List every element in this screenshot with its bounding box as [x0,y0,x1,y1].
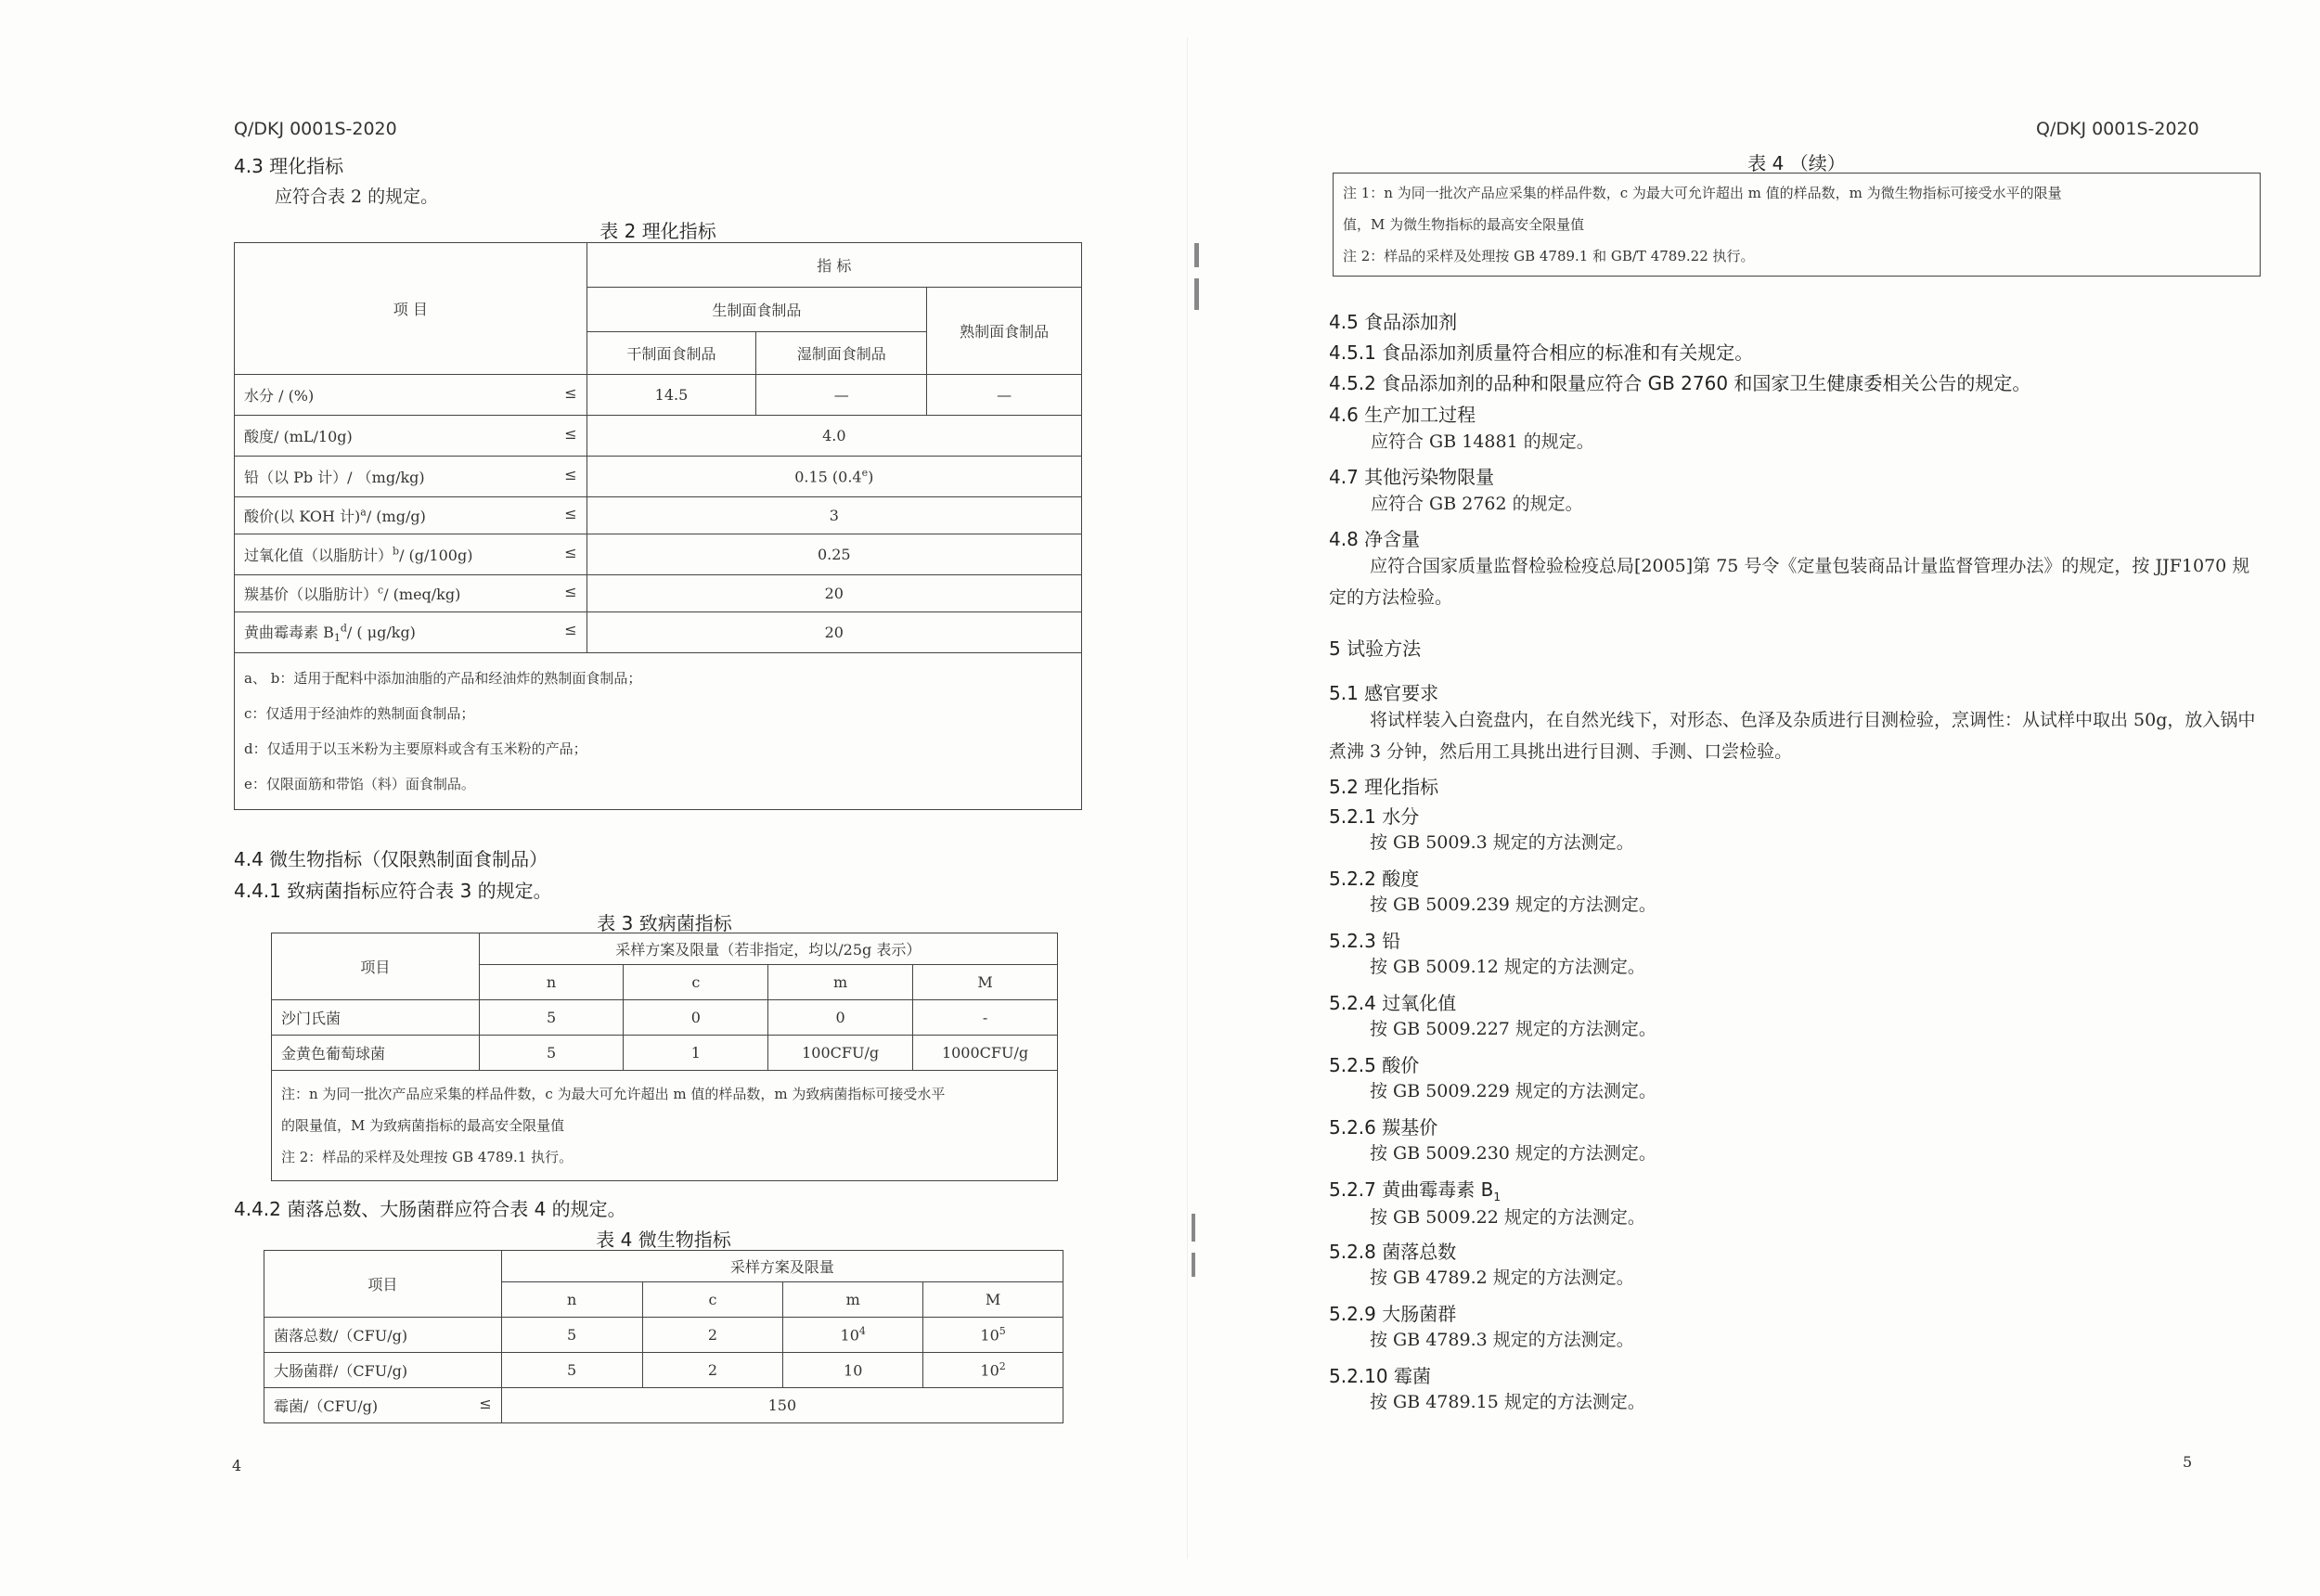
value-cell: 150 [501,1388,1063,1423]
value-cell: 5 [501,1318,642,1353]
value-cell: 4.0 [586,416,1081,457]
le-symbol: ≤ [564,620,577,638]
col-c-header: c [642,1282,783,1318]
method-item [1329,1113,2257,1175]
method-item [1329,864,2257,926]
table-2-wet-header: 湿制面食制品 [756,332,927,375]
table-note: d：仅适用于以玉米粉为主要原料或含有玉米粉的产品； [244,740,587,757]
method-title: 5.2.1 水分 [1329,805,1420,828]
table-2-caption: 表 2 理化指标 [599,220,716,242]
method-text: 按 GB 5009.230 规定的方法测定。 [1370,1143,1656,1164]
le-symbol: ≤ [479,1395,492,1412]
method-title: 5.2.3 铅 [1329,930,1401,952]
le-symbol: ≤ [564,466,577,483]
section-4-7-text: 应符合 GB 2762 的规定。 [1371,494,1583,514]
table-note: 注：n 为同一批次产品应采集的样品件数，c 为最大可允许超出 m 值的样品数，m 为致病菌指标可接受水平 [281,1086,946,1102]
table-4-continued [1333,173,2261,277]
table-note: 注 2：样品的采样及处理按 GB 4789.1 和 GB/T 4789.22 执行。 [1343,248,1755,264]
method-item [1329,1050,2257,1113]
table-2-dry-header: 干制面食制品 [586,332,756,375]
method-text: 按 GB 5009.239 规定的方法测定。 [1370,895,1656,915]
section-4-7-title: 4.7 其他污染物限量 [1329,466,1495,488]
method-item [1329,988,2257,1050]
table-note: 值，M 为微生物指标的最高安全限量值 [1343,216,1585,233]
section-4-5-1-text: 4.5.1 食品添加剂质量符合相应的标准和有关规定。 [1329,341,1754,364]
method-list [1329,802,2257,1423]
value-cell: 2 [642,1318,783,1353]
method-title: 5.2.9 大肠菌群 [1329,1303,1457,1325]
le-symbol: ≤ [564,505,577,522]
section-4-6-text: 应符合 GB 14881 的规定。 [1371,431,1594,452]
table-4-notes-row [1334,174,2261,277]
le-symbol: ≤ [564,583,577,600]
standard-code-header: Q/DKJ 0001S-2020 [2036,119,2199,139]
table-row [235,497,1082,534]
value-cell: 20 [586,612,1081,653]
col-n-header: n [501,1282,642,1318]
table-2-notes-row [235,653,1082,810]
value-cell: 10 [783,1353,923,1388]
method-text: 按 GB 4789.2 规定的方法测定。 [1370,1268,1634,1288]
section-5-2-title: 5.2 理化指标 [1329,776,1439,798]
table-2-raw-header: 生制面食制品 [586,288,927,332]
table-2-item-header: 项 目 [235,243,587,375]
value-cell: 0.25 [586,534,1081,575]
table-3-item-header: 项目 [272,933,480,1000]
section-4-3-text: 应符合表 2 的规定。 [275,187,439,207]
table-4-continued-caption: 表 4 （续） [1747,152,1846,174]
col-M-header: M [913,965,1058,1000]
method-text: 按 GB 5009.229 规定的方法测定。 [1370,1081,1656,1101]
table-row [235,375,1082,416]
table-note: 的限量值，M 为致病菌指标的最高安全限量值 [281,1117,565,1134]
method-title: 5.2.2 酸度 [1329,868,1420,890]
table-2-cooked-header: 熟制面食制品 [927,288,1082,375]
row-label: 大肠菌群/（CFU/g) [264,1353,502,1388]
section-5-1-text: 将试样装入白瓷盘内，在自然光线下，对形态、色泽及杂质进行目测检验，烹调性：从试样中取出 50g，放入锅中煮沸 3 分钟，然后用工具挑出进行目测、手测、口尝检验。 [1329,710,2256,762]
table-4-microbial [264,1250,1063,1423]
method-item [1329,1361,2257,1423]
section-4-4-2-text: 4.4.2 菌落总数、大肠菌群应符合表 4 的规定。 [234,1198,626,1220]
method-item [1329,1175,2257,1237]
value-cell: $10^5$ [923,1318,1063,1353]
table-row [264,1318,1063,1353]
row-label: 羰基价（以脂肪计）$^c$/ (meq/kg) [244,584,461,603]
section-4-8-title: 4.8 净含量 [1329,528,1421,550]
value-cell: 0 [768,1000,913,1036]
table-note: 注 2：样品的采样及处理按 GB 4789.1 执行。 [281,1149,574,1165]
row-label: 菌落总数/（CFU/g) [264,1318,502,1353]
table-3-caption: 表 3 致病菌指标 [597,912,732,934]
section-4-6-title: 4.6 生产加工过程 [1329,404,1476,426]
table-row [272,1036,1058,1071]
col-m-header: m [768,965,913,1000]
method-text: 按 GB 4789.3 规定的方法测定。 [1370,1330,1634,1350]
method-text: 按 GB 5009.12 规定的方法测定。 [1370,957,1645,977]
method-text: 按 GB 5009.227 规定的方法测定。 [1370,1019,1656,1039]
table-row [235,534,1082,575]
value-cell: $10^4$ [783,1318,923,1353]
table-4-plan-header: 采样方案及限量 [501,1251,1063,1282]
le-symbol: ≤ [564,384,577,402]
table-note: 注 1：n 为同一批次产品应采集的样品件数，c 为最大可允许超出 m 值的样品数，m 为微生物指标可接受水平的限量 [1343,185,2062,201]
le-symbol: ≤ [564,425,577,443]
row-label: 铅（以 Pb 计）/ （mg/kg) [244,469,425,486]
value-cell: 0.15 (0.4e) [586,457,1081,497]
value-cell: 5 [479,1000,624,1036]
value-cell: 5 [501,1353,642,1388]
table-row [264,1353,1063,1388]
right-page [1188,0,2320,1596]
section-5-title: 5 试验方法 [1329,637,1422,660]
row-label: 水分 / (%) [244,387,315,405]
col-c-header: c [624,965,768,1000]
page-number: 4 [232,1457,242,1474]
table-row [272,1000,1058,1036]
method-title: 5.2.6 羰基价 [1329,1116,1438,1139]
method-title: 5.2.4 过氧化值 [1329,992,1457,1014]
method-item [1329,1237,2257,1299]
page-number: 5 [2183,1453,2193,1471]
value-cell: 100CFU/g [768,1036,913,1071]
row-label: 沙门氏菌 [272,1000,480,1036]
table-4-caption: 表 4 微生物指标 [596,1229,731,1251]
table-note: c：仅适用于经油炸的熟制面食制品； [244,705,475,722]
table-row [235,457,1082,497]
table-4-item-header: 项目 [264,1251,502,1318]
value-cell: 1000CFU/g [913,1036,1058,1071]
method-text: 按 GB 5009.3 规定的方法测定。 [1370,832,1634,853]
standard-code-header: Q/DKJ 0001S-2020 [234,119,397,139]
table-3-notes-row [272,1071,1058,1181]
method-item [1329,1299,2257,1361]
value-cell: — [756,375,927,416]
value-cell: $10^2$ [923,1353,1063,1388]
col-m-header: m [783,1282,923,1318]
row-label: 过氧化值（以脂肪计）$^b$/ (g/100g) [244,545,473,564]
row-label: 酸价(以 KOH 计)$^a$/ (mg/g) [244,506,426,525]
value-cell: 5 [479,1036,624,1071]
row-label: 霉菌/（CFU/g) [274,1397,379,1415]
table-3-pathogens [271,933,1058,1181]
section-4-3-title: 4.3 理化指标 [234,155,344,177]
value-cell: 20 [586,575,1081,612]
value-cell: — [927,375,1082,416]
table-note: e：仅限面筋和带馅（料）面食制品。 [244,776,475,792]
table-row [235,416,1082,457]
le-symbol: ≤ [564,544,577,561]
col-n-header: n [479,965,624,1000]
section-4-5-2-text: 4.5.2 食品添加剂的品种和限量应符合 GB 2760 和国家卫生健康委相关公告的规定。 [1329,372,2031,394]
section-4-8-text: 应符合国家质量监督检验检疫总局[2005]第 75 号令《定量包装商品计量监督管理办法》的规定，按 JJF1070 规定的方法检验。 [1329,556,2250,608]
table-2-physchem [234,242,1082,810]
method-text: 按 GB 5009.22 规定的方法测定。 [1370,1207,1645,1228]
table-row [235,612,1082,653]
value-cell: 1 [624,1036,768,1071]
method-title: 5.2.10 霉菌 [1329,1365,1431,1387]
row-label: 酸度/ (mL/10g) [244,428,353,445]
method-text: 按 GB 4789.15 规定的方法测定。 [1370,1392,1645,1412]
section-4-4-title: 4.4 微生物指标（仅限熟制面食制品） [234,848,548,870]
section-4-4-1-text: 4.4.1 致病菌指标应符合表 3 的规定。 [234,880,552,902]
table-row [235,575,1082,612]
value-cell: 14.5 [586,375,756,416]
table-row [264,1388,1063,1423]
value-cell: - [913,1000,1058,1036]
value-cell: 0 [624,1000,768,1036]
value-cell: 2 [642,1353,783,1388]
table-3-plan-header: 采样方案及限量（若非指定，均以/25g 表示） [479,933,1057,965]
table-2-indicator-header: 指 标 [586,243,1081,288]
table-note: a、 b：适用于配料中添加油脂的产品和经油炸的熟制面食制品； [244,670,642,687]
method-item [1329,926,2257,988]
method-title: 5.2.8 菌落总数 [1329,1241,1457,1263]
row-label: 黄曲霉毒素 $B_1^d/$ ( μg/kg) [244,622,416,645]
row-label: 金黄色葡萄球菌 [272,1036,480,1071]
value-cell: 3 [586,497,1081,534]
section-5-1-title: 5.1 感官要求 [1329,682,1439,704]
method-title: 5.2.7 黄曲霉毒素 $B_1$ [1329,1178,1501,1203]
section-4-5-title: 4.5 食品添加剂 [1329,311,1458,333]
method-title: 5.2.5 酸价 [1329,1054,1420,1076]
method-item [1329,802,2257,864]
col-M-header: M [923,1282,1063,1318]
